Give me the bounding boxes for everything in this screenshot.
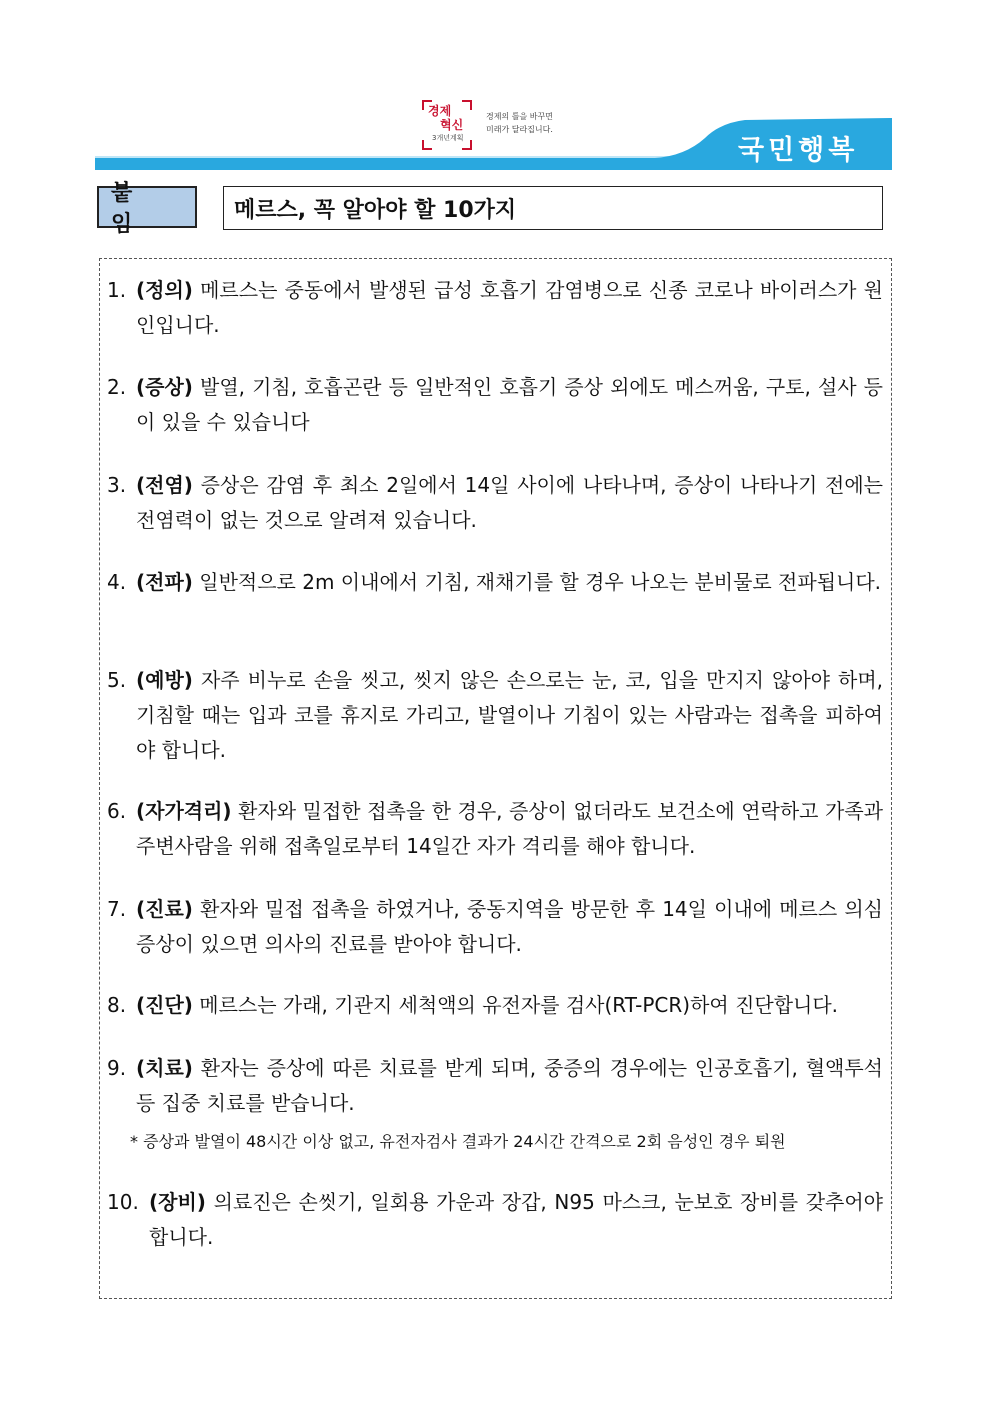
bracket-icon [462, 100, 472, 110]
item-body [107, 892, 883, 962]
item-body [107, 370, 883, 440]
item-text: 발열, 기침, 호흡곤란 등 일반적인 호흡기 증상 외에도 메스꺼움, 구토, 설사 등이 있을 수 있습니다 [136, 375, 883, 434]
list-item [107, 468, 883, 538]
item-heading: (전염) [136, 473, 193, 497]
item-text: 환자와 밀접한 접촉을 한 경우, 증상이 없더라도 보건소에 연락하고 가족과 주변사람을 위해 접촉일로부터 14일간 자가 격리를 해야 합니다. [136, 799, 883, 858]
item-number: 3. [107, 473, 127, 497]
item-number: 4. [107, 570, 127, 594]
banner-text: 국민행복 [738, 135, 859, 166]
list-item [107, 1051, 883, 1121]
slogan-line2: 미래가 달라집니다. [486, 125, 553, 134]
item-body [107, 468, 883, 538]
item-text: 일반적으로 2m 이내에서 기침, 재채기를 할 경우 나오는 분비물로 전파됩니다. [192, 570, 882, 594]
logo-text-line2: 혁신 [440, 118, 464, 132]
document-title: 메르스, 꼭 알아야 할 10가지 [223, 186, 883, 230]
item-number: 10. [107, 1190, 139, 1214]
list-item [107, 1185, 883, 1255]
item-number: 9. [107, 1056, 127, 1080]
item-number: 5. [107, 668, 127, 692]
list-item [107, 988, 883, 1023]
logo-text-line1: 경제 [428, 104, 452, 118]
item-heading: (정의) [136, 278, 193, 302]
content-box [99, 258, 892, 1299]
list-item [107, 273, 883, 343]
item-text: 환자는 증상에 따른 치료를 받게 되며, 중증의 경우에는 인공호흡기, 혈액투석 등 집중 치료를 받습니다. [136, 1056, 883, 1115]
list-item [107, 370, 883, 440]
item-text: 환자와 밀접 접촉을 하였거나, 중동지역을 방문한 후 14일 이내에 메르스 의심 증상이 있으면 의사의 진료를 받아야 합니다. [136, 897, 883, 956]
item-heading: (치료) [136, 1056, 193, 1080]
item-heading: (증상) [136, 375, 193, 399]
logo-subtext: 3개년계획 [432, 134, 464, 142]
item-number: 2. [107, 375, 127, 399]
item-number: 8. [107, 993, 127, 1017]
item-number: 6. [107, 799, 127, 823]
item-heading: (진단) [136, 993, 193, 1017]
attachment-tag: 붙 임 [97, 186, 197, 228]
list-item [107, 663, 883, 768]
item-text: 증상은 감염 후 최소 2일에서 14일 사이에 나타나며, 증상이 나타나기 전에는 전염력이 없는 것으로 알려져 있습니다. [136, 473, 883, 532]
item-text: 메르스는 가래, 기관지 세척액의 유전자를 검사(RT-PCR)하여 진단합니다. [192, 993, 839, 1017]
item-body [107, 1051, 883, 1121]
item-text: 의료진은 손씻기, 일회용 가운과 장갑, N95 마스크, 눈보호 장비를 갖추어야 합니다. [149, 1190, 883, 1249]
item-heading: (자가격리) [136, 799, 232, 823]
page-header [0, 0, 992, 175]
item-number: 1. [107, 278, 127, 302]
list-item [107, 892, 883, 962]
item-heading: (진료) [136, 897, 193, 921]
item-text: 자주 비누로 손을 씻고, 씻지 않은 손으로는 눈, 코, 입을 만지지 않아야 하며, 기침할 때는 입과 코를 휴지로 가리고, 발열이나 기침이 있는 사람과는 접촉을 피하여야 합니다. [136, 668, 883, 762]
item-heading: (전파) [136, 570, 193, 594]
discharge-note: * 증상과 발열이 48시간 이상 없고, 유전자검사 결과가 24시간 간격으로 2회 음성인 경우 퇴원 [130, 1132, 786, 1151]
item-number: 7. [107, 897, 127, 921]
title-row [97, 181, 885, 237]
list-item [107, 565, 883, 600]
item-heading: (장비) [149, 1190, 206, 1214]
item-body [107, 273, 883, 343]
slogan-line1: 경제의 틀을 바꾸면 [486, 112, 553, 121]
item-heading: (예방) [136, 668, 193, 692]
item-body [107, 794, 883, 864]
item-text: 메르스는 중동에서 발생된 급성 호흡기 감염병으로 신종 코로나 바이러스가 원인입니다. [136, 278, 883, 337]
list-item [107, 794, 883, 864]
item-body [107, 565, 883, 600]
item-body [107, 663, 883, 768]
item-body [107, 1185, 883, 1255]
item-body [107, 988, 883, 1023]
